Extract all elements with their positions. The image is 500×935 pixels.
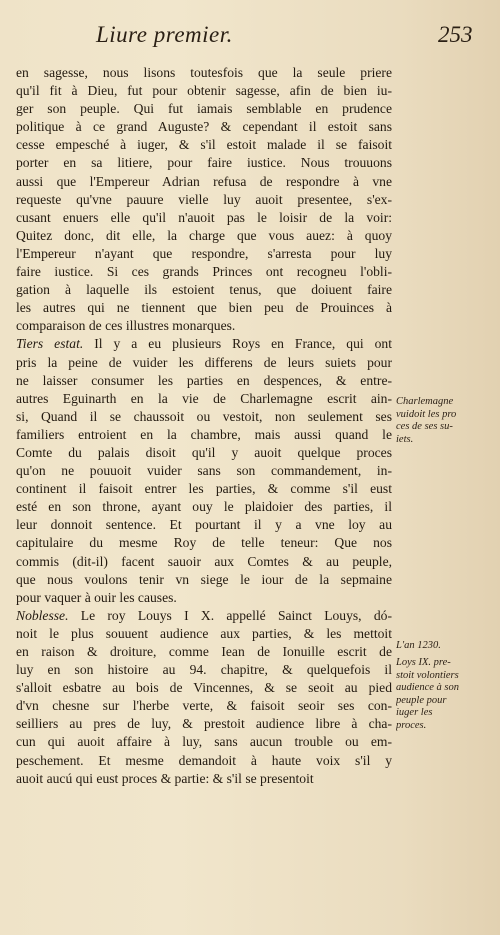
text-line: leur donnoit sentence. Et pourtant il y a vne loy au <box>16 517 392 533</box>
text-line: pris la peine de vuider les differens de leurs suiets pour <box>16 354 392 370</box>
margin-note-louys <box>396 657 494 733</box>
margin-note-line: vuidoit les pro <box>396 408 457 420</box>
text-line: seilliers au pres de luy, & prestoit audience libre à cha- <box>16 716 392 732</box>
text-line: gation à laquelle ils estoient tenus, que doiuent faire <box>16 282 392 298</box>
text-line: les autres qui ne tiennent que bien peu de Prouinces à <box>16 300 392 316</box>
margin-note-line: proces. <box>396 719 427 731</box>
text-line: aussi que l'Empereur Adrian refusa de respondre à vne <box>16 173 392 189</box>
margin-note-line: iuger les <box>396 707 433 719</box>
text-line: autres Eguinarth en la vie de Charlemagne escrit ain- <box>16 390 392 406</box>
text-line: comparaison de ces illustres monarques. <box>16 318 236 334</box>
text-line-rest: Il y a eu plusieurs Roys en France, qui ont <box>94 336 392 352</box>
text-line: qu'on ne pouuoit vuider sans son commandement, in- <box>16 463 392 479</box>
margin-note-line: Charlemagne <box>396 396 454 407</box>
margin-note-line: stoit volontiers <box>396 669 459 681</box>
text-line: luy en son histoire au 94. chapitre, & quelquefois il <box>16 662 392 678</box>
margin-note-date <box>396 640 494 653</box>
text-line: requeste qu'vne pauure vielle luy auoit presentee, s'ex- <box>16 191 392 207</box>
margin-note-line: iets. <box>396 433 414 445</box>
text-line: si, Quand il se chaussoit ou vestoit, non seulement ses <box>16 408 392 424</box>
text-line: continent il faisoit entrer les parties, & comme s'il eust <box>16 481 392 497</box>
text-line: cesse empesché à iuger, & s'il estoit malade il se faisoit <box>16 137 392 153</box>
margin-note-charlemagne <box>396 396 494 446</box>
text-line: familiers entroient en la chambre, mais aussi quand le <box>16 426 392 442</box>
text-line: ger son peuple. Qui fut iamais semblable en prudence <box>16 101 392 117</box>
text-line <box>16 607 392 625</box>
text-line: cun qui auoit affaire à luy, sans aucun trouble ou em- <box>16 734 392 750</box>
text-line: que nous voulons tenir vn siege le iour de la sepmaine <box>16 571 392 587</box>
text-line: Quitez donc, dit elle, la charge que vous auez: à quoy <box>16 227 392 243</box>
text-line: noit le plus souuent audience aux parties, & les mettoit <box>16 625 392 641</box>
paragraph-1 <box>16 64 392 335</box>
page-number: 253 <box>438 22 473 47</box>
text-line: en raison & droiture, comme Iean de Ionuille escrit de <box>16 644 392 659</box>
text-line: ne laisser consumer les parties en despences, & entre- <box>16 372 392 388</box>
text-line: pour vaquer à ouir les causes. <box>16 589 177 605</box>
text-line: s'alloit esbatre au bois de Vincennes, & se seoit au pied <box>16 680 392 696</box>
margin-note-line: L'an 1230. <box>396 640 441 651</box>
text-line: capitulaire du mesme Roy de telle teneur: Que nos <box>16 535 392 551</box>
main-text-column <box>16 64 392 788</box>
paragraph-lead: Tiers estat. <box>16 336 95 352</box>
text-line: peschement. Et mesme demandoit à haute voix s'il y <box>16 752 392 768</box>
text-line: Comte du palais disoit qu'il y auoit quelque proces <box>16 444 392 460</box>
text-line: esté en son throne, ayant ouy le plaidoier des parties, il <box>16 499 392 515</box>
text-line: qu'il fit à Dieu, fut pour obtenir sagesse, afin de bien iu- <box>16 83 392 99</box>
paragraph-3 <box>16 607 392 788</box>
text-line: d'vn chesne sur l'herbe verte, & faisoit seoir ses con- <box>16 698 392 714</box>
margin-note-line: ces de ses su- <box>396 421 453 433</box>
text-line <box>16 335 392 353</box>
text-line: faire iustice. Si ces grands Princes ont recogneu l'obli- <box>16 264 392 280</box>
running-header: Liure premier. <box>96 22 233 47</box>
text-line: porter en sa litiere, pour faire iustice. Nous trouuons <box>16 155 392 171</box>
text-line: auoit aucú qui eust proces & partie: & s'il se presentoit <box>16 770 314 786</box>
text-line-rest: Le roy Louys I X. appellé Sainct Louys, dó- <box>80 607 392 623</box>
margin-note-line: Loys IX. pre- <box>396 657 451 668</box>
text-line: en sagesse, nous lisons toutesfois que la seule priere <box>16 65 392 80</box>
text-line: commis (dit-il) facent sauoir aux Comtes & au peuple, <box>16 553 392 569</box>
text-line: l'Empereur n'ayant que respondre, s'arresta pour luy <box>16 245 392 261</box>
paragraph-lead: Noblesse. <box>16 607 81 623</box>
paragraph-2 <box>16 335 392 606</box>
margin-note-line: audience à son <box>396 682 459 694</box>
text-line: politique à ce grand Auguste? & cependant il estoit sans <box>16 119 392 135</box>
margin-note-line: peuple pour <box>396 694 447 706</box>
text-line: cusant enuers elle qu'il n'auoit pas le loisir de la voir: <box>16 209 392 225</box>
